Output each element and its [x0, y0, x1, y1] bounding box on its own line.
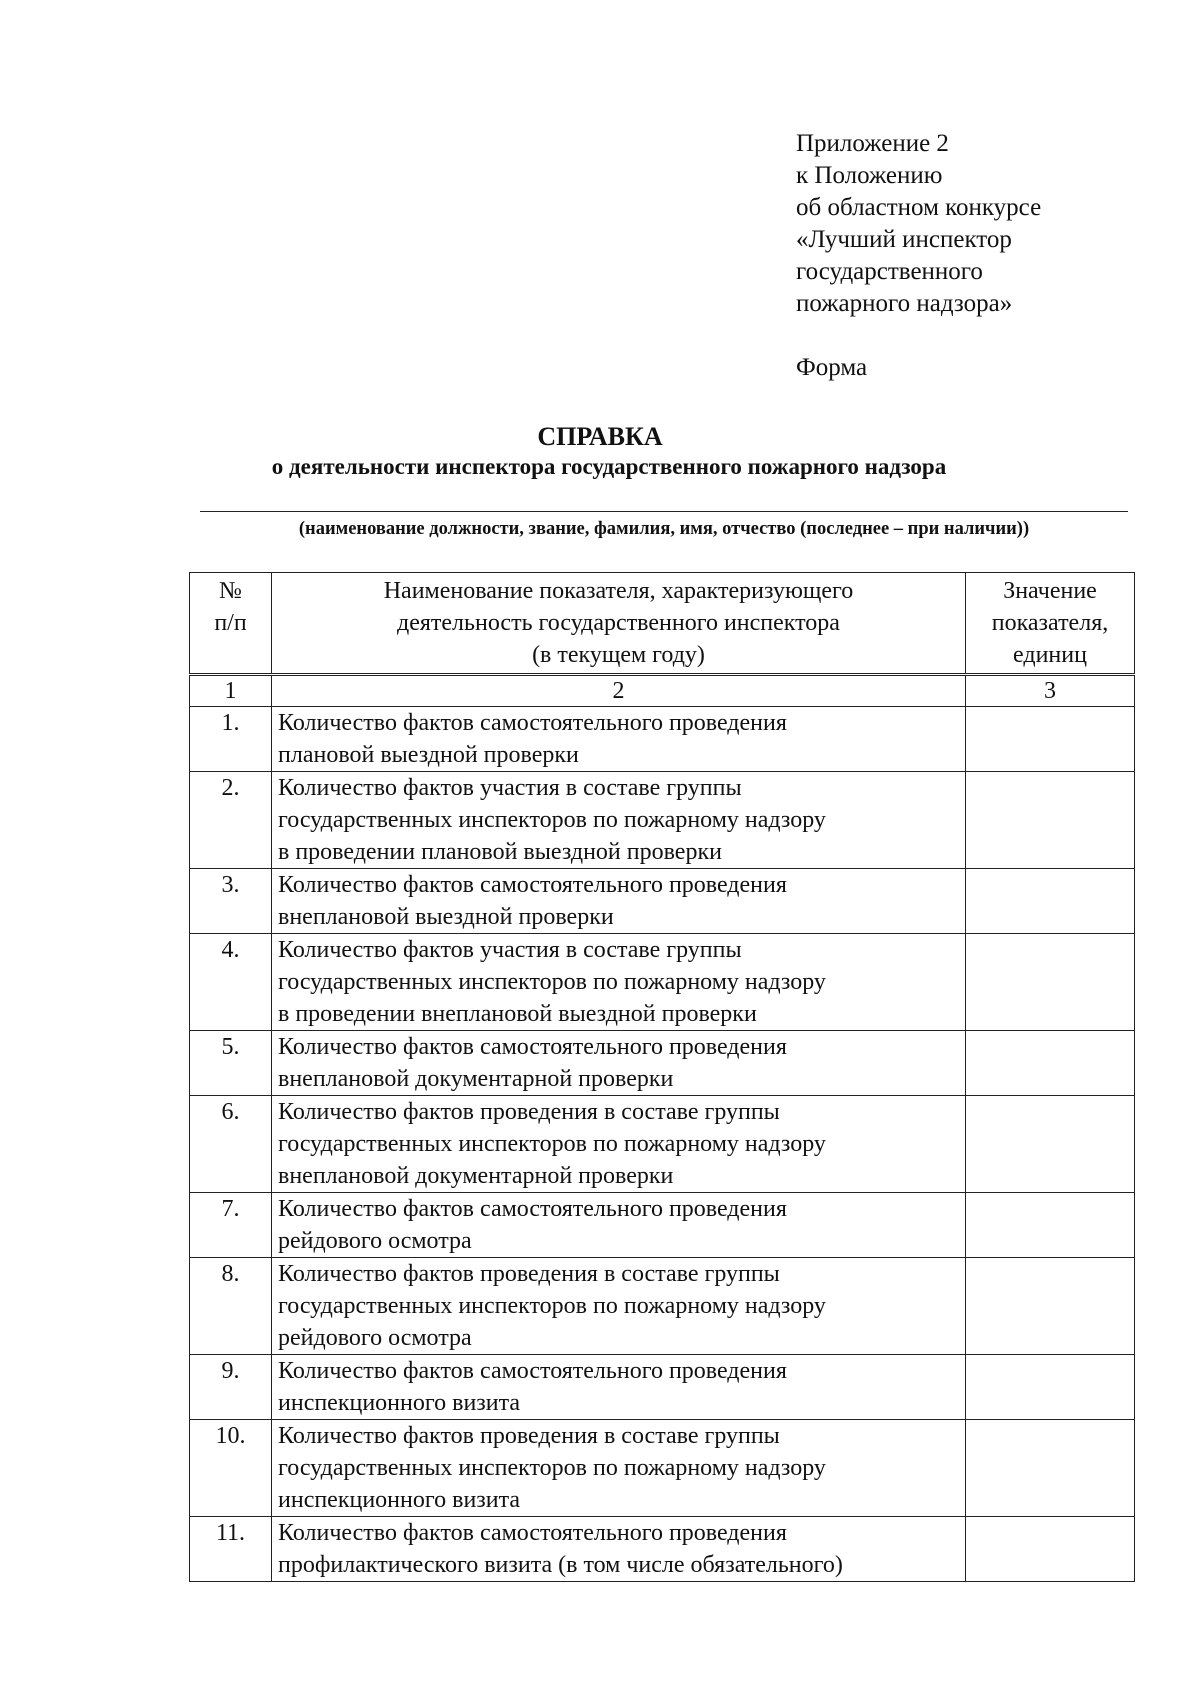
column-number: 2	[272, 675, 966, 707]
table-row	[190, 869, 1135, 934]
header-number-line: №	[219, 578, 242, 604]
row-value-cell[interactable]	[966, 869, 1135, 934]
appendix-block	[796, 128, 1136, 384]
indicator-name-line: государственных инспекторов по пожарному надзору	[278, 1131, 826, 1157]
indicators-table	[189, 572, 1135, 1582]
header-name-line: Наименование показателя, характеризующего	[383, 578, 854, 604]
row-value-cell[interactable]	[966, 934, 1135, 1031]
appendix-line: к Положению	[796, 162, 943, 189]
indicator-name-line: государственных инспекторов по пожарному надзору	[278, 807, 826, 833]
table-row	[190, 1355, 1135, 1420]
row-value-cell[interactable]	[966, 1193, 1135, 1258]
row-number: 6.	[190, 1096, 272, 1193]
indicator-name-line: плановой выездной проверки	[278, 742, 579, 768]
header-name-line: деятельность государственного инспектора	[397, 610, 840, 636]
row-indicator-name	[272, 1193, 966, 1258]
table-row	[190, 934, 1135, 1031]
row-value-cell[interactable]	[966, 1355, 1135, 1420]
row-indicator-name	[272, 1258, 966, 1355]
row-number: 8.	[190, 1258, 272, 1355]
header-number	[190, 573, 272, 675]
appendix-line: пожарного надзора»	[796, 290, 1013, 317]
indicator-name-line: внеплановой выездной проверки	[278, 904, 614, 930]
row-indicator-name	[272, 1517, 966, 1582]
document-title: СПРАВКА	[537, 422, 663, 451]
row-indicator-name	[272, 1420, 966, 1517]
table-row	[190, 772, 1135, 869]
table-row	[190, 1258, 1135, 1355]
header-number-line: п/п	[214, 610, 247, 636]
row-number: 3.	[190, 869, 272, 934]
header-value-line: показателя,	[991, 610, 1109, 636]
indicator-name-line: Количество фактов самостоятельного проведения	[278, 872, 787, 898]
indicator-name-line: инспекционного визита	[278, 1487, 521, 1513]
row-value-cell[interactable]	[966, 1258, 1135, 1355]
indicator-name-line: Количество фактов самостоятельного проведения	[278, 1358, 787, 1384]
row-number: 10.	[190, 1420, 272, 1517]
header-indicator-name	[272, 573, 966, 675]
indicator-name-line: Количество фактов участия в составе группы	[278, 937, 742, 963]
table-body	[190, 675, 1135, 1582]
row-value-cell[interactable]	[966, 707, 1135, 772]
row-value-cell[interactable]	[966, 1096, 1135, 1193]
appendix-line: «Лучший инспектор	[796, 226, 1012, 253]
indicator-name-line: в проведении внеплановой выездной проверки	[278, 1001, 757, 1027]
column-number: 1	[190, 675, 272, 707]
header-value-line: единиц	[1013, 642, 1087, 668]
row-number: 11.	[190, 1517, 272, 1582]
row-value-cell[interactable]	[966, 1031, 1135, 1096]
form-label: Форма	[796, 354, 868, 381]
column-number: 3	[966, 675, 1135, 707]
row-indicator-name	[272, 707, 966, 772]
row-indicator-name	[272, 1355, 966, 1420]
row-number: 1.	[190, 707, 272, 772]
table-row	[190, 1096, 1135, 1193]
indicator-name-line: внеплановой документарной проверки	[278, 1066, 674, 1092]
header-name-line: (в текущем году)	[532, 642, 705, 668]
header-value-line: Значение	[1003, 578, 1097, 604]
indicator-name-line: Количество фактов самостоятельного проведения	[278, 1196, 787, 1222]
table-header-row	[190, 573, 1135, 675]
indicator-name-line: внеплановой документарной проверки	[278, 1163, 674, 1189]
appendix-line: об областном конкурсе	[796, 194, 1042, 221]
row-indicator-name	[272, 1096, 966, 1193]
indicator-name-line: в проведении плановой выездной проверки	[278, 839, 722, 865]
indicator-name-line: рейдового осмотра	[278, 1228, 472, 1254]
indicator-name-line: инспекционного визита	[278, 1390, 521, 1416]
indicator-name-line: профилактического визита (в том числе обязательного)	[278, 1552, 843, 1578]
table-row	[190, 1517, 1135, 1582]
row-value-cell[interactable]	[966, 1420, 1135, 1517]
indicator-name-line: государственных инспекторов по пожарному надзору	[278, 1293, 826, 1319]
row-number: 5.	[190, 1031, 272, 1096]
table-row	[190, 1193, 1135, 1258]
indicator-name-line: Количество фактов самостоятельного проведения	[278, 710, 787, 736]
fill-in-line	[200, 511, 1128, 512]
appendix-line: Приложение 2	[796, 130, 949, 157]
indicator-name-line: Количество фактов участия в составе группы	[278, 775, 742, 801]
indicator-name-line: Количество фактов проведения в составе группы	[278, 1423, 780, 1449]
indicator-name-line: государственных инспекторов по пожарному надзору	[278, 1455, 826, 1481]
indicator-name-line: Количество фактов самостоятельного проведения	[278, 1034, 787, 1060]
row-number: 4.	[190, 934, 272, 1031]
document-subtitle: о деятельности инспектора государственного пожарного надзора	[271, 454, 947, 479]
fill-in-caption: (наименование должности, звание, фамилия, имя, отчество (последнее – при наличии))	[298, 519, 1030, 539]
indicator-name-line: Количество фактов проведения в составе группы	[278, 1099, 780, 1125]
row-indicator-name	[272, 1031, 966, 1096]
row-number: 2.	[190, 772, 272, 869]
row-number: 9.	[190, 1355, 272, 1420]
row-number: 7.	[190, 1193, 272, 1258]
row-indicator-name	[272, 869, 966, 934]
header-indicator-value	[966, 573, 1135, 675]
column-numbers-row	[190, 675, 1135, 707]
table-row	[190, 1420, 1135, 1517]
row-indicator-name	[272, 772, 966, 869]
table-row	[190, 1031, 1135, 1096]
indicator-name-line: Количество фактов проведения в составе группы	[278, 1261, 780, 1287]
indicator-name-line: Количество фактов самостоятельного проведения	[278, 1520, 787, 1546]
row-indicator-name	[272, 934, 966, 1031]
table-row	[190, 707, 1135, 772]
row-value-cell[interactable]	[966, 1517, 1135, 1582]
appendix-line: государственного	[796, 258, 983, 285]
row-value-cell[interactable]	[966, 772, 1135, 869]
indicator-name-line: рейдового осмотра	[278, 1325, 472, 1351]
indicator-name-line: государственных инспекторов по пожарному надзору	[278, 969, 826, 995]
